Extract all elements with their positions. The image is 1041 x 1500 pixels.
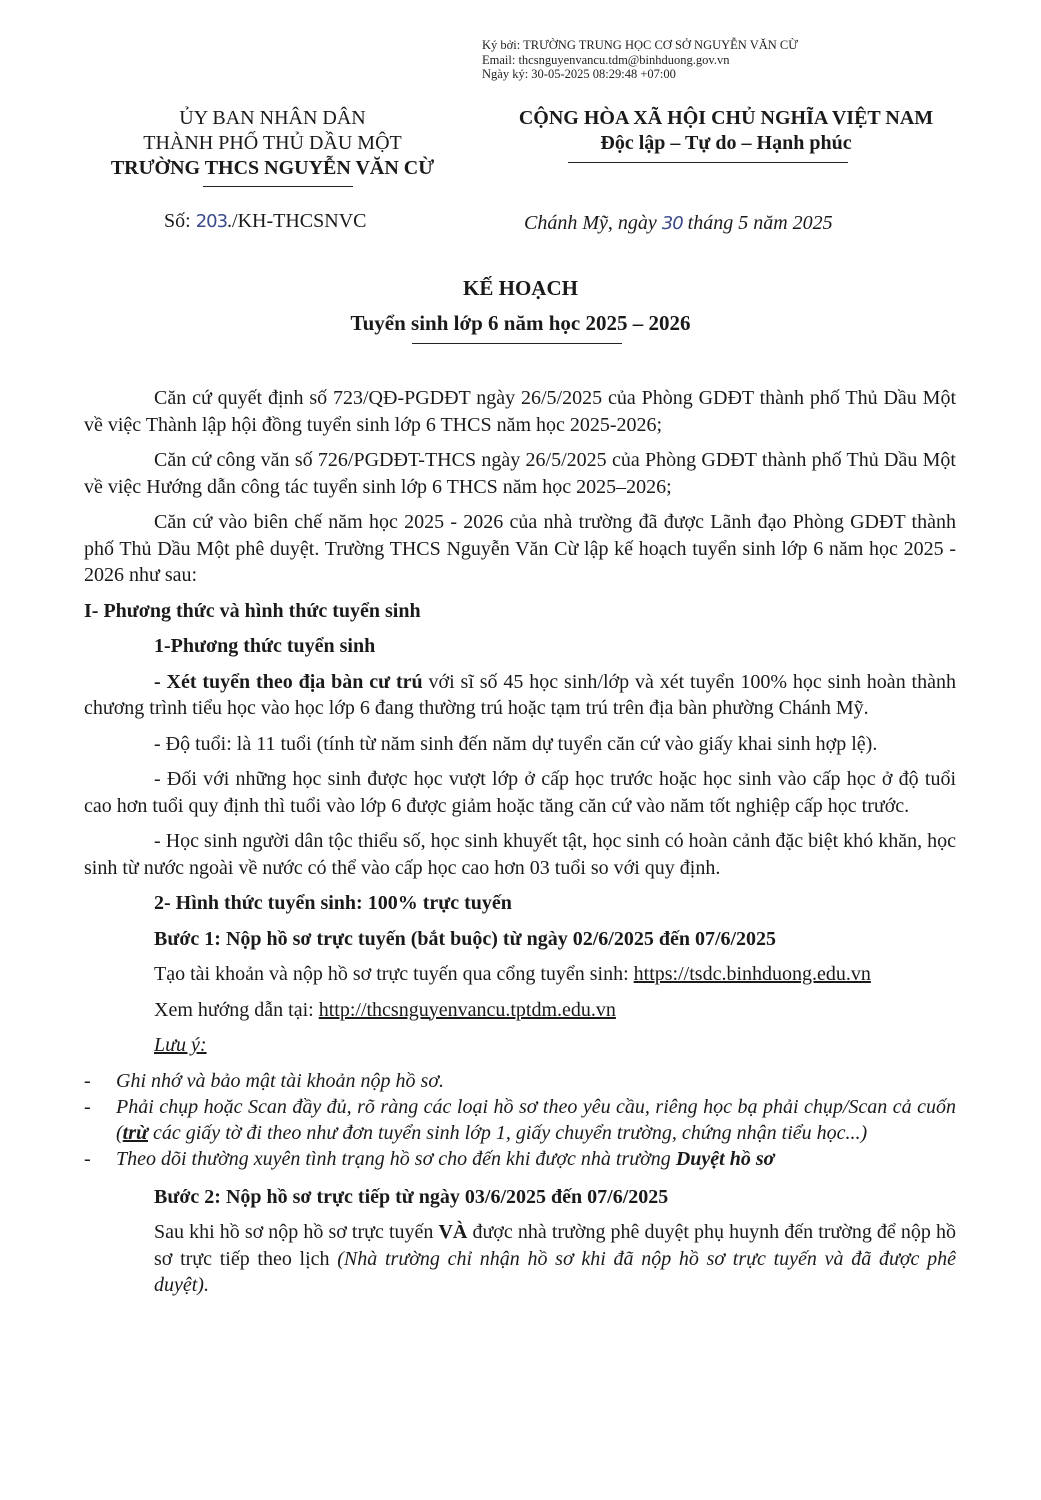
country-name: CỘNG HÒA XÃ HỘI CHỦ NGHĨA VIỆT NAM	[518, 107, 934, 129]
section-1-heading: I- Phương thức và hình thức tuyển sinh	[84, 599, 421, 622]
document-subtitle: Tuyển sinh lớp 6 năm học 2025 – 2026	[350, 311, 691, 335]
paragraph-basis-2: Căn cứ công văn số 726/PGDĐT-THCS ngày 26/5/2025 của Phòng GDĐT thành phố Thủ Dầu Một về việc Hướng dẫn công tác tuyển sinh lớp 6 THCS năm học 2025–2026;	[84, 449, 956, 498]
left-header-rule	[203, 186, 353, 187]
step-2-b: VÀ	[438, 1221, 468, 1243]
skip-grade-criteria: - Đối với những học sinh được học vượt lớp ở cấp học trước hoặc học sinh vào cấp học ở độ tuổi cao hơn tuổi quy định thì tuổi vào lớp 6 được giảm hoặc tăng căn cứ vào năm tốt nghiệp cấp học trước.	[84, 768, 956, 817]
residence-criteria	[84, 669, 956, 722]
note-2-a: Phải chụp hoặc Scan đầy đủ, rõ ràng các loại hồ sơ theo yêu cầu, riêng học bạ phải chụp/Scan cả cuốn (	[116, 1095, 956, 1144]
age-criteria: - Độ tuổi: là 11 tuổi (tính từ năm sinh đến năm dự tuyển căn cứ vào giấy khai sinh hợp lệ).	[154, 732, 878, 755]
note-item: - Theo dõi thường xuyên tình trạng hồ sơ cho đến khi được nhà trường Duyệt hồ sơ	[84, 1147, 775, 1170]
national-motto	[466, 106, 986, 156]
note-2-c: các giấy tờ đi theo như đơn tuyển sinh lớp 1, giấy chuyển trường, chứng nhận tiểu học...)	[148, 1121, 868, 1144]
step-2-a: Sau khi hồ sơ nộp hồ sơ trực tuyến	[154, 1221, 439, 1243]
note-3-b: Duyệt hồ sơ	[675, 1147, 775, 1170]
signature-email: Email: thcsnguyenvancu.tdm@binhduong.gov.vn	[482, 52, 730, 67]
date-handwritten-day: 30	[661, 213, 683, 234]
subsection-2-heading: 2- Hình thức tuyển sinh: 100% trực tuyến	[154, 892, 512, 914]
doc-number-prefix: Số:	[164, 210, 196, 232]
note-1: Ghi nhớ và bảo mật tài khoản nộp hồ sơ.	[116, 1069, 444, 1092]
guide-link[interactable]: http://thcsnguyenvancu.tptdm.edu.vn	[318, 998, 616, 1021]
document-number	[164, 210, 367, 233]
right-header-rule	[568, 162, 848, 163]
subsection-1-heading: 1-Phương thức tuyển sinh	[154, 635, 376, 657]
doc-number-handwritten: 203	[195, 211, 228, 232]
residence-criteria-bold: - Xét tuyển theo địa bàn cư trú	[154, 670, 423, 693]
date-prefix: Chánh Mỹ, ngày	[524, 212, 662, 234]
document-date	[524, 212, 833, 235]
paragraph-basis-1: Căn cứ quyết định số 723/QĐ-PGDĐT ngày 26/5/2025 của Phòng GDĐT thành phố Thủ Dầu Một về việc Thành lập hội đồng tuyển sinh lớp 6 THCS năm học 2025-2026;	[84, 387, 956, 436]
authority-line-2: THÀNH PHỐ THỦ DẦU MỘT	[143, 132, 402, 154]
doc-number-suffix: ./KH-THCSNVC	[227, 210, 367, 232]
guide-prefix: Xem hướng dẫn tại:	[154, 998, 319, 1021]
date-suffix: tháng 5 năm 2025	[682, 212, 833, 234]
step-2-c: được nhà trường phê duyệt phụ huynh đến trường để nộp hồ sơ trực tiếp theo lịch	[154, 1221, 956, 1270]
step-1-text	[84, 961, 956, 988]
note-3-a: Theo dõi thường xuyên tình trạng hồ sơ cho đến khi được nhà trường	[116, 1147, 676, 1170]
step-1-text-prefix: Tạo tài khoản và nộp hồ sơ trực tuyến qua cổng tuyển sinh:	[154, 963, 634, 985]
digital-signature	[482, 38, 798, 82]
step-1-heading: Bước 1: Nộp hồ sơ trực tuyến (bắt buộc) từ ngày 02/6/2025 đến 07/6/2025	[154, 927, 777, 950]
school-name: TRƯỜNG THCS NGUYỄN VĂN CỪ	[110, 157, 435, 179]
note-item: - Phải chụp hoặc Scan đầy đủ, rõ ràng các loại hồ sơ theo yêu cầu, riêng học bạ phải chụp/Scan cả cuốn (trừ các giấy tờ đi theo như đơn tuyển sinh lớp 1, giấy chuyển trường, chứng nhận tiểu học...)	[84, 1095, 956, 1144]
step-2-heading: Bước 2: Nộp hồ sơ trực tiếp từ ngày 03/6/2025 đến 07/6/2025	[154, 1185, 669, 1208]
document-title: KẾ HOẠCH	[463, 276, 578, 300]
step-2-text	[84, 1219, 956, 1299]
signature-date: Ngày ký: 30-05-2025 08:29:48 +07:00	[482, 67, 676, 81]
motto: Độc lập – Tự do – Hạnh phúc	[600, 132, 852, 154]
issuing-authority	[100, 106, 445, 181]
note-label: Lưu ý:	[154, 1034, 207, 1056]
note-item: - Ghi nhớ và bảo mật tài khoản nộp hồ sơ.	[84, 1069, 444, 1092]
guide-text	[84, 997, 956, 1024]
special-criteria: - Học sinh người dân tộc thiểu số, học sinh khuyết tật, học sinh có hoàn cảnh đặc biệt khó khăn, học sinh từ nước ngoài về nước có thể vào cấp học cao hơn 03 tuổi so với quy định.	[84, 830, 956, 879]
paragraph-basis-3: Căn cứ vào biên chế năm học 2025 - 2026 của nhà trường đã được Lãnh đạo Phòng GDĐT thành phố Thủ Dầu Một phê duyệt. Trường THCS Nguyễn Văn Cừ lập kế hoạch tuyển sinh lớp 6 năm học 2025 - 2026 như sau:	[84, 511, 956, 586]
step-2-d: (Nhà trường chỉ nhận hồ sơ khi đã nộp hồ sơ trực tuyến và đã được phê duyệt).	[154, 1247, 956, 1296]
enrollment-portal-link[interactable]: https://tsdc.binhduong.edu.vn	[633, 963, 871, 985]
note-2-b: trừ	[122, 1121, 148, 1144]
document-body	[84, 385, 956, 1299]
authority-line-1: ỦY BAN NHÂN DÂN	[179, 107, 366, 129]
signature-signed-by: Ký bởi: TRƯỜNG TRUNG HỌC CƠ SỞ NGUYỄN VĂN CỪ	[482, 38, 798, 52]
notes-list	[84, 1068, 956, 1172]
title-rule	[412, 343, 622, 344]
residence-criteria-text: với sĩ số 45 học sinh/lớp và xét tuyển 100% học sinh hoàn thành chương trình tiểu học vào học lớp 6 đang thường trú hoặc tạm trú trên địa bàn phường Chánh Mỹ.	[84, 670, 956, 719]
